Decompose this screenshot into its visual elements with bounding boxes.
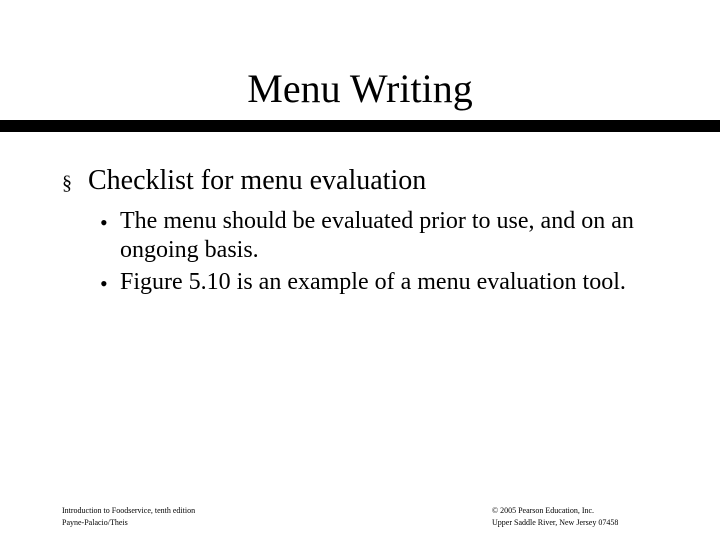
main-bullet-text: Checklist for menu evaluation [88,165,427,196]
section-bullet-icon: § [62,172,72,194]
footer-authors: Payne-Palacio/Theis [62,518,128,527]
sub-bullet-text: The menu should be evaluated prior to use, and on an ongoing basis. [120,208,634,263]
footer-right [492,505,618,529]
footer-book-title: Introduction to Foodservice, tenth edition [62,506,196,515]
footer-copyright: © 2005 Pearson Education, Inc. [492,506,595,515]
slide-title: Menu Writing [247,66,473,111]
sub-bullet-text: Figure 5.10 is an example of a menu evaluation tool. [120,269,626,295]
title-divider [0,120,720,132]
sub-bullet-item [100,268,670,297]
footer-publisher-address: Upper Saddle River, New Jersey 07458 [492,518,619,527]
dot-bullet-icon: • [100,271,108,296]
footer-left [62,505,195,529]
sub-bullet-item [100,207,670,265]
sub-bullet-list [100,207,670,300]
dot-bullet-icon: • [100,210,108,235]
